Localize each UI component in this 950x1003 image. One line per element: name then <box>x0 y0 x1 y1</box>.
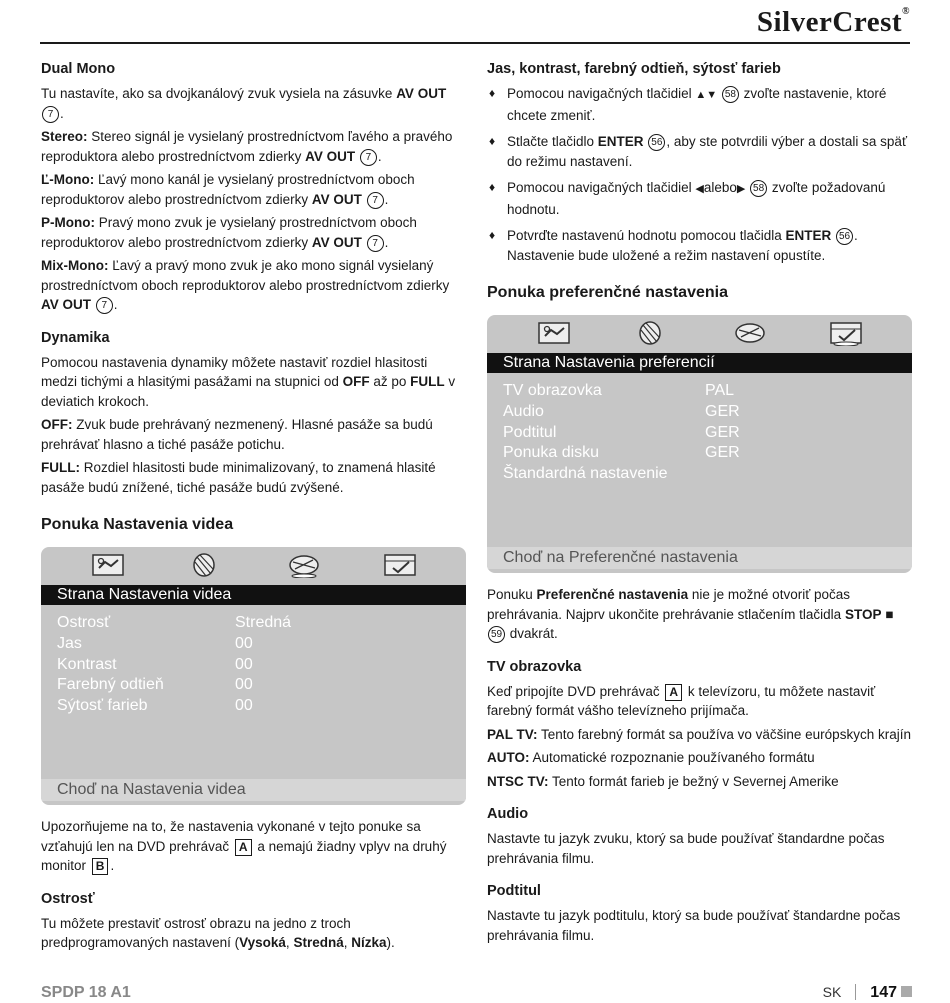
preference-setup-icon <box>383 552 417 578</box>
section-jas <box>487 60 913 265</box>
page-number: 147 <box>870 984 897 1001</box>
header-rule <box>40 42 910 44</box>
jas-steps <box>487 84 913 265</box>
tv-pal: PAL TV: Tento farebný formát sa používa vo väčšine európskych krajín <box>487 726 911 742</box>
heading-tv: TV obrazovka <box>487 658 582 675</box>
mixmono-text: Mix-Mono: Ľavý a pravý mono zvuk je ako mono signál vysielaný prostredníctvom oboch reproduktorov alebo prostredníctvom zdierky AV OUT 7 . <box>41 258 450 312</box>
osd-row-ostrost[interactable]: Ostrosť Stredná <box>57 614 292 631</box>
osd-icon-bar <box>41 547 466 585</box>
brand-logo: SilverCrest® <box>756 6 910 38</box>
heading-dynamika: Dynamika <box>41 329 110 346</box>
dual-mono-intro: Tu nastavíte, ako sa dvojkanálový zvuk vysiela na zásuvke AV OUT 7 . <box>41 86 447 121</box>
preference-settings-osd <box>487 315 912 573</box>
video-setup-icon <box>733 320 767 346</box>
heading-dual-mono: Dual Mono <box>41 61 116 77</box>
footer-model: SPDP 18 A1 <box>41 984 131 1001</box>
osd-page-header: Strana Nastavenia videa <box>41 585 466 605</box>
footer-page-info <box>823 984 912 1002</box>
video-setup-icon <box>287 552 321 578</box>
dynamika-intro: Pomocou nastavenia dynamiky môžete nastaviť rozdiel hlasitosti medzi tichými a hlasitými pasážami na stupnici od OFF až po FULL v deviatich krokoch. <box>41 354 456 409</box>
heading-jas: Jas, kontrast, farebný odtieň, sýtosť farieb <box>487 61 781 77</box>
stereo-text: Stereo: Stereo signál je vysielaný prostredníctvom ľavého a pravého reproduktora alebo prostredníctvom zdierky AV OUT 7 . <box>41 129 453 164</box>
preference-setup-icon <box>829 320 863 346</box>
osd-footer: Choď na Preferenčné nastavenia <box>487 547 912 569</box>
section-dual-mono <box>41 60 466 315</box>
osd-page-header: Strana Nastavenia preferencií <box>487 353 912 373</box>
osd-row-audio[interactable]: Audio GER <box>503 402 740 420</box>
osd-row-jas[interactable]: Jas 00 <box>57 634 253 652</box>
podtitul-text: Nastavte tu jazyk podtitulu, ktorý sa bude používať štandardne počas prehrávania filmu. <box>487 908 901 943</box>
list-item: ♦ Stlačte tlačidlo ENTER 56 , aby ste potvrdili výber a dostali sa späť do režimu nastavení. <box>489 134 908 169</box>
tv-auto: AUTO: Automatické rozpoznanie používaného formátu <box>487 750 815 765</box>
heading-ostrost: Ostrosť <box>41 890 95 907</box>
osd-footer: Choď na Nastavenia videa <box>41 779 466 801</box>
audio-setup-icon <box>633 320 667 346</box>
page-marker-icon <box>901 986 912 997</box>
video-note: Upozorňujeme na to, že nastavenia vykonané v tejto ponuke sa vzťahujú len na DVD prehrávač A a nemajú žiadny vplyv na druhý monitor B . <box>41 819 447 873</box>
audio-setup-icon <box>187 552 221 578</box>
heading-audio: Audio <box>487 806 529 822</box>
list-item: ♦ Pomocou navigačných tlačidiel ▲▼ 58 zvoľte nastavenie, ktoré chcete zmeniť. <box>489 86 887 123</box>
section-ostrost <box>41 890 466 953</box>
osd-row-tv-obrazovka[interactable]: TV obrazovka PAL <box>503 382 735 399</box>
list-item: ♦ Potvrďte nastavenú hodnotu pomocou tlačidla ENTER 56 . Nastavenie bude uložené a režim nastavení opustíte. <box>489 228 858 263</box>
tv-ntsc: NTSC TV: Tento formát farieb je bežný v Severnej Amerike <box>487 773 839 789</box>
heading-video-menu: Ponuka Nastavenia videa <box>41 516 234 533</box>
osd-rows <box>41 605 466 717</box>
footer-lang: SK <box>822 984 842 1000</box>
section-podtitul <box>487 882 913 945</box>
general-setup-icon <box>537 320 571 346</box>
osd-row-sytost-farieb[interactable]: Sýtosť farieb 00 <box>57 697 253 715</box>
section-dynamika <box>41 329 466 498</box>
ostrost-text: Tu môžete prestaviť ostrosť obrazu na jedno z troch predprogramovaných nastavení (Vysoká, Stredná, Nízka). <box>41 915 395 950</box>
ref-7: 7 <box>42 106 59 123</box>
dynamika-off: OFF: Zvuk bude prehrávaný nezmenený. Hlasné pasáže sa budú prehrávať hlasno a tiché pasáže potichu. <box>41 417 433 452</box>
video-settings-osd <box>41 547 466 805</box>
section-audio <box>487 805 913 868</box>
left-column <box>41 60 466 967</box>
list-item: ♦ Pomocou navigačných tlačidiel ◀alebo▶ 58 zvoľte požadovanú hodnotu. <box>489 180 886 217</box>
osd-icon-bar <box>487 315 912 353</box>
tv-intro: Keď pripojíte DVD prehrávač A k televízoru, tu môžete nastaviť farebný formát vášho televízneho prijímača. <box>487 683 876 718</box>
lmono-text: Ľ-Mono: Ľavý mono kanál je vysielaný prostredníctvom oboch reproduktorov alebo prostredníctvom zdierky AV OUT 7 . <box>41 172 415 207</box>
osd-row-standardna-nastavenie[interactable]: Štandardná nastavenie <box>503 465 668 483</box>
heading-pref-menu: Ponuka preferenčné nastavenia <box>487 284 728 301</box>
osd-rows <box>487 373 912 485</box>
osd-row-podtitul[interactable]: Podtitul GER <box>503 423 740 441</box>
dynamika-full: FULL: Rozdiel hlasitosti bude minimalizovaný, to znamená hlasité pasáže budú znížené, tiché pasáže budú zvýšené. <box>41 460 436 495</box>
section-pref-note <box>487 585 913 644</box>
general-setup-icon <box>91 552 125 578</box>
pref-note: Ponuku Preferenčné nastavenia nie je možné otvoriť počas prehrávania. Najprv ukončite prehrávanie stlačením tlačidla STOP ■ 59 dvakrát. <box>487 587 894 641</box>
right-column <box>487 60 913 959</box>
osd-row-farebny-odtien[interactable]: Farebný odtieň 00 <box>57 676 253 694</box>
audio-text: Nastavte tu jazyk zvuku, ktorý sa bude používať štandardne počas prehrávania filmu. <box>487 831 885 866</box>
heading-podtitul: Podtitul <box>487 883 541 899</box>
osd-row-ponuka-disku[interactable]: Ponuka disku GER <box>503 444 740 462</box>
section-note <box>41 817 466 876</box>
section-tv <box>487 658 913 792</box>
pmono-text: P-Mono: Pravý mono zvuk je vysielaný prostredníctvom oboch reproduktorov alebo prostredníctvom zdierky AV OUT 7 . <box>41 215 417 250</box>
osd-row-kontrast[interactable]: Kontrast 00 <box>57 655 253 673</box>
